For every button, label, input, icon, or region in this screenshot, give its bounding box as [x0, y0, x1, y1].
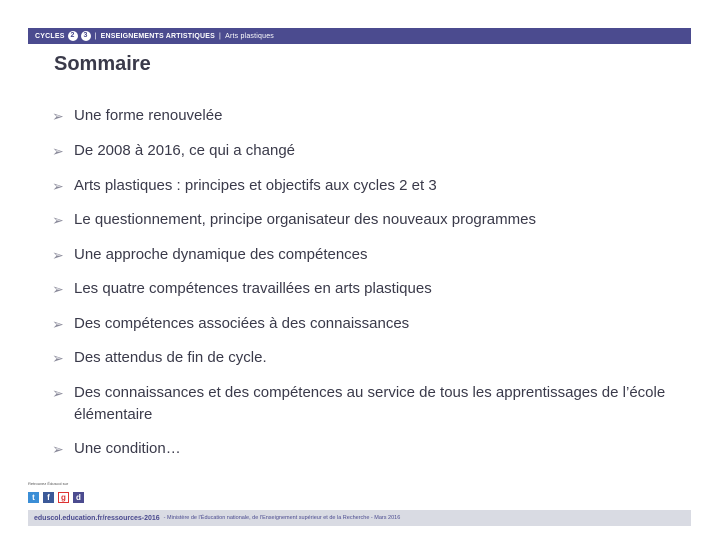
toc-item	[52, 438, 672, 460]
header-bar	[28, 28, 691, 44]
footer-bar	[28, 510, 691, 526]
google-plus-icon[interactable]: g	[58, 492, 69, 503]
toc-item	[52, 105, 672, 127]
arrow-bullet-icon: ➢	[52, 178, 64, 194]
toc-item-label: Une condition…	[74, 440, 181, 457]
twitter-icon[interactable]: t	[28, 492, 39, 503]
cycle-number-3: 3	[81, 31, 91, 41]
toc-item	[52, 175, 672, 197]
arrow-bullet-icon: ➢	[52, 143, 64, 159]
toc-item	[52, 209, 672, 231]
toc-item-label: De 2008 à 2016, ce qui a changé	[74, 142, 296, 159]
page-title: Sommaire	[54, 53, 151, 75]
header-subject: Arts plastiques	[225, 32, 274, 40]
arrow-bullet-icon: ➢	[52, 212, 64, 228]
footer-note: - Ministère de l'Éducation nationale, de l'Enseignement supérieur et de la Recherche - Mars 2016	[163, 515, 401, 521]
toc-item-label: Le questionnement, principe organisateur des nouveaux programmes	[74, 211, 536, 228]
footer-url[interactable]: eduscol.education.fr/ressources-2016	[34, 514, 160, 522]
header-section: ENSEIGNEMENTS ARTISTIQUES	[100, 32, 216, 40]
toc-item	[52, 140, 672, 162]
toc-item-label: Des connaissances et des compétences au service de tous les apprentissages de l’école élémentaire	[74, 384, 666, 423]
toc-item	[52, 244, 672, 266]
toc-item	[52, 278, 672, 300]
toc-item	[52, 347, 672, 369]
social-icons	[28, 492, 84, 503]
toc-item-label: Arts plastiques : principes et objectifs aux cycles 2 et 3	[74, 177, 437, 194]
cycles-label: CYCLES	[35, 32, 65, 40]
dailymotion-icon[interactable]: d	[73, 492, 84, 503]
social-label: Retrouvez Éduscol sur	[28, 481, 69, 486]
arrow-bullet-icon: ➢	[52, 247, 64, 263]
arrow-bullet-icon: ➢	[52, 385, 64, 401]
toc-item-label: Des compétences associées à des connaissances	[74, 315, 410, 332]
arrow-bullet-icon: ➢	[52, 281, 64, 297]
header-separator: |	[94, 32, 97, 40]
arrow-bullet-icon: ➢	[52, 316, 64, 332]
arrow-bullet-icon: ➢	[52, 441, 64, 457]
toc-item-label: Une forme renouvelée	[74, 107, 223, 124]
toc-item-label: Les quatre compétences travaillées en arts plastiques	[74, 280, 432, 297]
header-separator: |	[219, 32, 222, 40]
arrow-bullet-icon: ➢	[52, 108, 64, 124]
toc-item-label: Une approche dynamique des compétences	[74, 246, 368, 263]
toc-item	[52, 313, 672, 335]
cycle-number-2: 2	[68, 31, 78, 41]
arrow-bullet-icon: ➢	[52, 350, 64, 366]
toc-item	[52, 382, 672, 426]
toc-item-label: Des attendus de fin de cycle.	[74, 349, 267, 366]
facebook-icon[interactable]: f	[43, 492, 54, 503]
